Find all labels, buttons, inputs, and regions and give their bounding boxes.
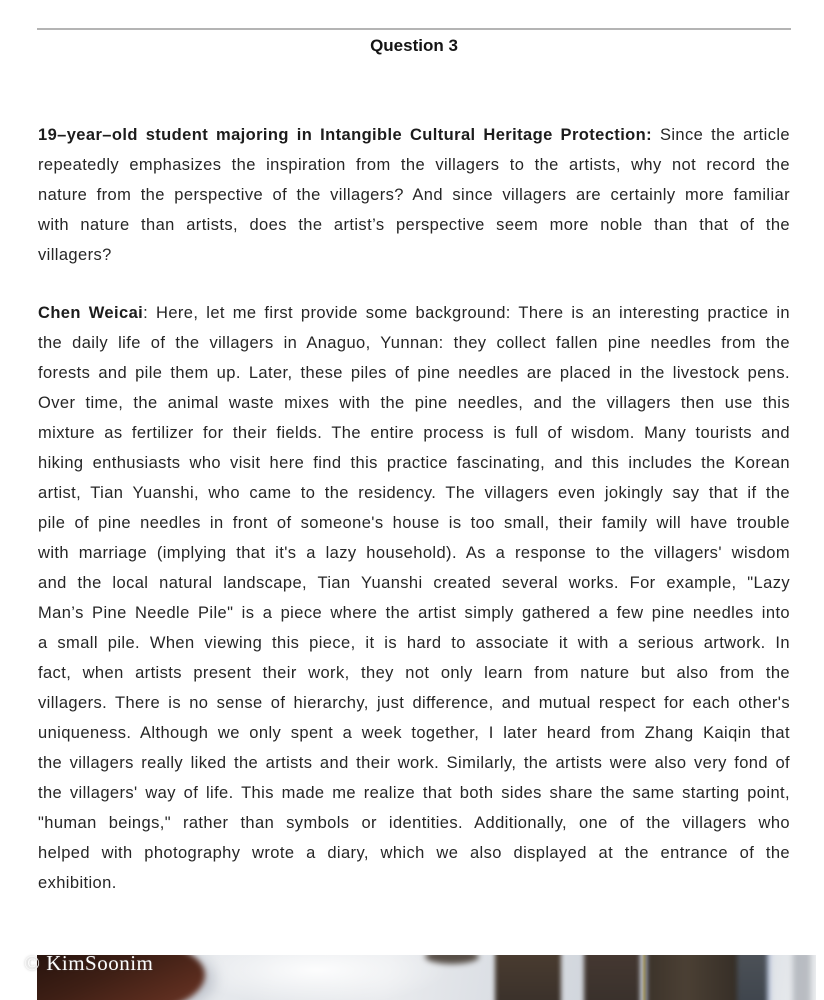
photo-tree-trunk (647, 955, 744, 1000)
photo-watermark: © KimSoonim (24, 951, 154, 975)
photo-tree-trunk (584, 955, 640, 1000)
photo-shadow-column (793, 955, 811, 1000)
article-body (38, 120, 790, 926)
student-question-text: Since the article repeatedly emphasizes the inspiration from the villagers to the artists, why not record the nature from the perspective of the villagers? And since villagers are certainly more familiar with nature than artists, does the artist’s perspective seem more noble than that of the villagers? (38, 126, 790, 264)
top-divider-line (37, 28, 791, 30)
photo-branch (643, 955, 646, 1000)
paragraph-answer (38, 298, 790, 898)
photo-tree-trunk (495, 955, 561, 1000)
paragraph-student-question (38, 120, 790, 270)
photo-tree-trunk (737, 955, 767, 1000)
photo-snow-forest (37, 955, 816, 1000)
photo-snow-highlight (187, 955, 447, 1000)
student-speaker-label: 19–year–old student majoring in Intangible Cultural Heritage Protection: (38, 126, 653, 144)
page-title: Question 3 (370, 36, 458, 55)
answer-text: : Here, let me first provide some background: There is an interesting practice in the daily life of the villagers in Anaguo, Yunnan: they collect fallen pine needles from the forests and pile them up. Later, these piles of pine needles are placed in the livestock pens. Over time, the animal waste mixes with the pine needles, and the villagers then use this mixture as fertilizer for their fields. The entire process is full of wisdom. Many tourists and hiking enthusiasts who visit here find this practice fascinating, and this includes the Korean artist, Tian Yuanshi, who came to the residency. The villagers even jokingly say that if the pile of pine needles in front of someone's house is too small, their family will have trouble with marriage (implying that it's a lazy household). As a response to the villagers' wisdom and the local natural landscape, Tian Yuanshi created several works. For example, "Lazy Man’s Pine Needle Pile" is a piece where the artist simply gathered a few pine needles into a small pile. When viewing this piece, it is hard to associate it with a serious artwork. In fact, when artists present their work, they not only learn from nature but also from the villagers. There is no sense of hierarchy, just difference, and mutual respect for each other's uniqueness. Although we only spent a week together, I later heard from Zhang Kaiqin that the villagers really liked the artists and their work. Similarly, the artists were also very fond of the villagers' way of life. This made me realize that both sides share the same starting point, "human beings," rather than symbols or identities. Additionally, one of the villagers who helped with photography wrote a diary, which we also displayed at the entrance of the exhibition. (38, 304, 790, 892)
answer-speaker-label: Chen Weicai (38, 304, 144, 322)
